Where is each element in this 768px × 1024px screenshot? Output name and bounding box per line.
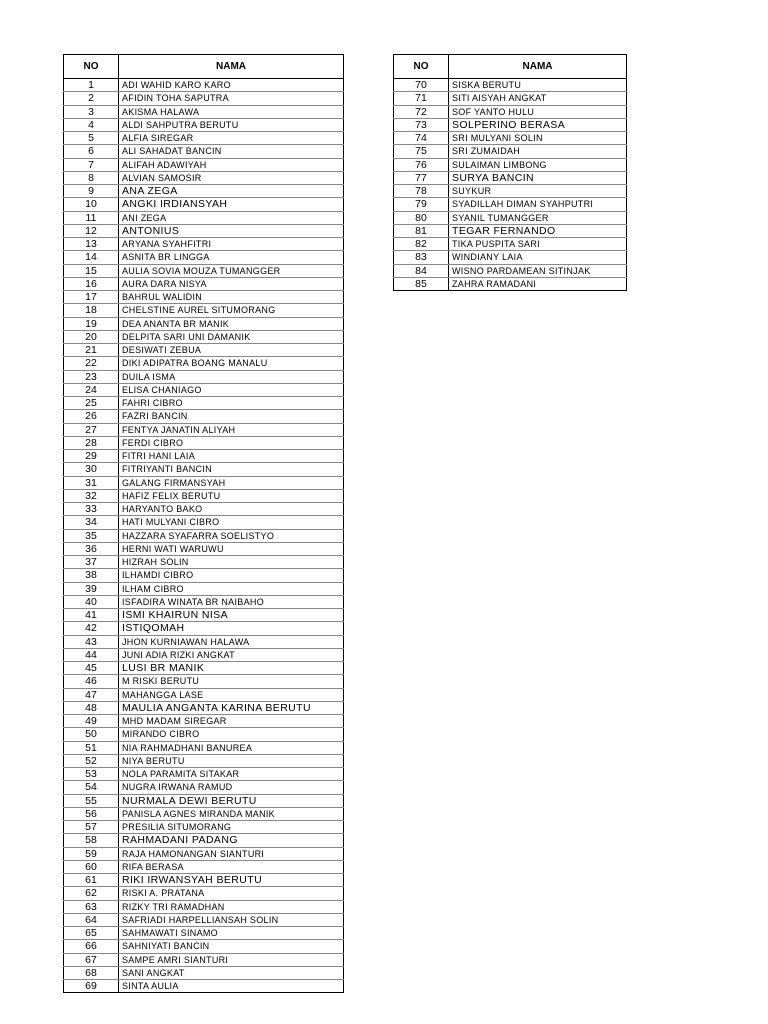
table-row <box>64 847 344 860</box>
student-name: HATI MULYANI CIBRO <box>119 516 344 529</box>
row-number: 19 <box>64 317 119 330</box>
student-name: ADI WAHID KARO KARO <box>119 79 344 92</box>
row-number: 12 <box>64 224 119 237</box>
row-number: 51 <box>64 741 119 754</box>
student-name: NIYA BERUTU <box>119 754 344 767</box>
table-row <box>64 754 344 767</box>
header-nama: NAMA <box>119 55 344 79</box>
row-number: 21 <box>64 344 119 357</box>
student-name: RIKI IRWANSYAH BERUTU <box>119 874 344 887</box>
table-row <box>64 662 344 675</box>
table-row <box>64 211 344 224</box>
table-body-left <box>64 79 344 993</box>
student-name: BAHRUL WALIDIN <box>119 291 344 304</box>
student-name: WINDIANY LAIA <box>449 251 627 264</box>
student-name: SYADILLAH DIMAN SYAHPUTRI <box>449 198 627 211</box>
row-number: 38 <box>64 569 119 582</box>
row-number: 85 <box>394 277 449 290</box>
table-row <box>64 913 344 926</box>
row-number: 28 <box>64 436 119 449</box>
row-number: 78 <box>394 185 449 198</box>
table-row <box>64 807 344 820</box>
student-name: ANA ZEGA <box>119 185 344 198</box>
table-row <box>64 675 344 688</box>
table-row <box>394 224 627 237</box>
table-header-row <box>394 55 627 79</box>
table-row <box>394 118 627 131</box>
row-number: 15 <box>64 264 119 277</box>
student-name: SYANIL TUMANGGER <box>449 211 627 224</box>
table-row <box>64 701 344 714</box>
row-number: 31 <box>64 476 119 489</box>
table-row <box>64 556 344 569</box>
table-row <box>64 397 344 410</box>
table-row <box>64 728 344 741</box>
header-no: NO <box>64 55 119 79</box>
table-row <box>64 463 344 476</box>
row-number: 56 <box>64 807 119 820</box>
table-row <box>64 436 344 449</box>
student-name: SRI MULYANI SOLIN <box>449 132 627 145</box>
student-name: AFIDIN TOHA SAPUTRA <box>119 92 344 105</box>
student-name: AKISMA HALAWA <box>119 105 344 118</box>
student-name: PRESILIA SITUMORANG <box>119 821 344 834</box>
row-number: 18 <box>64 304 119 317</box>
row-number: 67 <box>64 953 119 966</box>
row-number: 58 <box>64 834 119 847</box>
table-row <box>64 370 344 383</box>
row-number: 13 <box>64 238 119 251</box>
student-name: SINTA AULIA <box>119 980 344 993</box>
table-row <box>64 794 344 807</box>
row-number: 63 <box>64 900 119 913</box>
table-row <box>64 980 344 993</box>
row-number: 16 <box>64 277 119 290</box>
table-row <box>64 383 344 396</box>
row-number: 53 <box>64 768 119 781</box>
row-number: 8 <box>64 171 119 184</box>
student-name: MAHANGGA LASE <box>119 688 344 701</box>
student-name: NOLA PARAMITA SITAKAR <box>119 768 344 781</box>
student-name: ALIFAH ADAWIYAH <box>119 158 344 171</box>
table-row <box>64 688 344 701</box>
row-number: 44 <box>64 648 119 661</box>
student-name: ISTIQOMAH <box>119 622 344 635</box>
table-row <box>64 595 344 608</box>
table-row <box>64 92 344 105</box>
table-row <box>64 317 344 330</box>
student-name: TIKA PUSPITA SARI <box>449 238 627 251</box>
row-number: 57 <box>64 821 119 834</box>
student-name: NIA RAHMADHANI BANUREA <box>119 741 344 754</box>
student-name: RAJA HAMONANGAN SIANTURI <box>119 847 344 860</box>
row-number: 72 <box>394 105 449 118</box>
table-row <box>64 648 344 661</box>
row-number: 74 <box>394 132 449 145</box>
student-name: WISNO PARDAMEAN SITINJAK <box>449 264 627 277</box>
row-number: 40 <box>64 595 119 608</box>
student-name: MAULIA ANGANTA KARINA BERUTU <box>119 701 344 714</box>
row-number: 83 <box>394 251 449 264</box>
student-name: ZAHRA RAMADANI <box>449 277 627 290</box>
row-number: 69 <box>64 980 119 993</box>
student-name: SISKA BERUTU <box>449 79 627 92</box>
table-row <box>64 171 344 184</box>
student-name: SAMPE AMRI SIANTURI <box>119 953 344 966</box>
table-row <box>64 118 344 131</box>
row-number: 47 <box>64 688 119 701</box>
row-number: 23 <box>64 370 119 383</box>
student-name: MIRANDO CIBRO <box>119 728 344 741</box>
student-name: HIZRAH SOLIN <box>119 556 344 569</box>
student-name: PANISLA AGNES MIRANDA MANIK <box>119 807 344 820</box>
table-row <box>64 357 344 370</box>
table-row <box>64 476 344 489</box>
table-row <box>64 198 344 211</box>
table-row <box>394 105 627 118</box>
student-name: GALANG FIRMANSYAH <box>119 476 344 489</box>
student-name: FITRIYANTI BANCIN <box>119 463 344 476</box>
student-name: DESIWATI ZEBUA <box>119 344 344 357</box>
table-row <box>394 92 627 105</box>
table-row <box>64 768 344 781</box>
row-number: 75 <box>394 145 449 158</box>
student-name: ARYANA SYAHFITRI <box>119 238 344 251</box>
row-number: 61 <box>64 874 119 887</box>
table-row <box>64 105 344 118</box>
table-row <box>394 251 627 264</box>
table-row <box>64 622 344 635</box>
row-number: 80 <box>394 211 449 224</box>
table-row <box>64 900 344 913</box>
row-number: 59 <box>64 847 119 860</box>
student-name: ALDI SAHPUTRA BERUTU <box>119 118 344 131</box>
row-number: 26 <box>64 410 119 423</box>
student-name: HERNI WATI WARUWU <box>119 542 344 555</box>
student-name: ILHAMDI CIBRO <box>119 569 344 582</box>
table-row <box>64 277 344 290</box>
row-number: 24 <box>64 383 119 396</box>
table-row <box>64 145 344 158</box>
row-number: 77 <box>394 171 449 184</box>
student-name: ANTONIUS <box>119 224 344 237</box>
student-name: SAFRIADI HARPELLIANSAH SOLIN <box>119 913 344 926</box>
row-number: 32 <box>64 489 119 502</box>
row-number: 7 <box>64 158 119 171</box>
student-name: HAZZARA SYAFARRA SOELISTYO <box>119 529 344 542</box>
row-number: 54 <box>64 781 119 794</box>
student-name: FERDI CIBRO <box>119 436 344 449</box>
table-row <box>64 344 344 357</box>
table-row <box>64 874 344 887</box>
student-name: FAHRI CIBRO <box>119 397 344 410</box>
table-row <box>64 410 344 423</box>
row-number: 42 <box>64 622 119 635</box>
table-row <box>64 291 344 304</box>
row-number: 6 <box>64 145 119 158</box>
row-number: 1 <box>64 79 119 92</box>
table-row <box>64 503 344 516</box>
row-number: 49 <box>64 715 119 728</box>
row-number: 82 <box>394 238 449 251</box>
table-row <box>64 940 344 953</box>
table-row <box>394 198 627 211</box>
row-number: 66 <box>64 940 119 953</box>
table-row <box>64 79 344 92</box>
row-number: 22 <box>64 357 119 370</box>
row-number: 84 <box>394 264 449 277</box>
row-number: 29 <box>64 450 119 463</box>
student-name: ISMI KHAIRUN NISA <box>119 609 344 622</box>
student-name: RIFA BERASA <box>119 860 344 873</box>
row-number: 5 <box>64 132 119 145</box>
row-number: 73 <box>394 118 449 131</box>
student-name: JUNI ADIA RIZKI ANGKAT <box>119 648 344 661</box>
table-row <box>64 450 344 463</box>
row-number: 3 <box>64 105 119 118</box>
table-row <box>64 781 344 794</box>
student-name: AURA DARA NISYA <box>119 277 344 290</box>
row-number: 43 <box>64 635 119 648</box>
row-number: 41 <box>64 609 119 622</box>
table-row <box>64 966 344 979</box>
student-name: SANI ANGKAT <box>119 966 344 979</box>
student-name: MHD MADAM SIREGAR <box>119 715 344 728</box>
student-name: RISKI A. PRATANA <box>119 887 344 900</box>
row-number: 4 <box>64 118 119 131</box>
table-row <box>64 304 344 317</box>
row-number: 79 <box>394 198 449 211</box>
row-number: 71 <box>394 92 449 105</box>
table-row <box>64 264 344 277</box>
row-number: 10 <box>64 198 119 211</box>
row-number: 34 <box>64 516 119 529</box>
row-number: 30 <box>64 463 119 476</box>
student-name: ALVIAN SAMOSIR <box>119 171 344 184</box>
student-name: SRI ZUMAIDAH <box>449 145 627 158</box>
student-table-right <box>393 54 627 291</box>
student-name: HAFIZ FELIX BERUTU <box>119 489 344 502</box>
row-number: 37 <box>64 556 119 569</box>
student-name: ELISA CHANIAGO <box>119 383 344 396</box>
student-name: DEA ANANTA BR MANIK <box>119 317 344 330</box>
row-number: 9 <box>64 185 119 198</box>
table-row <box>64 132 344 145</box>
table-row <box>64 635 344 648</box>
row-number: 55 <box>64 794 119 807</box>
table-row <box>394 211 627 224</box>
row-number: 25 <box>64 397 119 410</box>
student-name: AULIA SOVIA MOUZA TUMANGGER <box>119 264 344 277</box>
student-name: SITI AISYAH ANGKAT <box>449 92 627 105</box>
row-number: 64 <box>64 913 119 926</box>
student-name: SURYA BANCIN <box>449 171 627 184</box>
row-number: 17 <box>64 291 119 304</box>
student-name: ALI SAHADAT BANCIN <box>119 145 344 158</box>
row-number: 50 <box>64 728 119 741</box>
table-header-row <box>64 55 344 79</box>
student-name: DIKI ADIPATRA BOANG MANALU <box>119 357 344 370</box>
row-number: 20 <box>64 330 119 343</box>
student-name: FENTYA JANATIN ALIYAH <box>119 423 344 436</box>
student-name: SAHNIYATI BANCIN <box>119 940 344 953</box>
student-name: CHELSTINE AUREL SITUMORANG <box>119 304 344 317</box>
table-row <box>64 834 344 847</box>
student-name: ASNITA BR LINGGA <box>119 251 344 264</box>
student-table-left <box>63 54 344 993</box>
row-number: 46 <box>64 675 119 688</box>
table-row <box>394 238 627 251</box>
table-row <box>64 741 344 754</box>
student-name: SUYKUR <box>449 185 627 198</box>
table-row <box>64 330 344 343</box>
table-row <box>394 79 627 92</box>
header-no: NO <box>394 55 449 79</box>
table-row <box>394 264 627 277</box>
row-number: 39 <box>64 582 119 595</box>
student-name: ANGKI IRDIANSYAH <box>119 198 344 211</box>
student-name: JHON KURNIAWAN HALAWA <box>119 635 344 648</box>
table-body-right <box>394 79 627 291</box>
student-name: LUSI BR MANIK <box>119 662 344 675</box>
row-number: 14 <box>64 251 119 264</box>
table-row <box>64 860 344 873</box>
row-number: 70 <box>394 79 449 92</box>
student-name: RAHMADANI PADANG <box>119 834 344 847</box>
table-row <box>394 171 627 184</box>
row-number: 11 <box>64 211 119 224</box>
row-number: 45 <box>64 662 119 675</box>
student-name: M RISKI BERUTU <box>119 675 344 688</box>
table-row <box>64 953 344 966</box>
row-number: 68 <box>64 966 119 979</box>
table-row <box>64 887 344 900</box>
table-row <box>64 185 344 198</box>
row-number: 65 <box>64 927 119 940</box>
table-row <box>394 145 627 158</box>
student-name: ILHAM CIBRO <box>119 582 344 595</box>
student-name: DELPITA SARI UNI DAMANIK <box>119 330 344 343</box>
row-number: 36 <box>64 542 119 555</box>
student-name: ISFADIRA WINATA BR NAIBAHO <box>119 595 344 608</box>
table-row <box>394 185 627 198</box>
table-row <box>64 609 344 622</box>
row-number: 27 <box>64 423 119 436</box>
table-row <box>64 569 344 582</box>
table-row <box>394 158 627 171</box>
table-row <box>64 251 344 264</box>
table-row <box>64 542 344 555</box>
header-nama: NAMA <box>449 55 627 79</box>
student-name: HARYANTO BAKO <box>119 503 344 516</box>
student-name: TEGAR FERNANDO <box>449 224 627 237</box>
row-number: 35 <box>64 529 119 542</box>
table-row <box>64 489 344 502</box>
table-row <box>64 224 344 237</box>
table-row <box>394 132 627 145</box>
table-row <box>64 516 344 529</box>
table-row <box>64 158 344 171</box>
student-name: ALFIA SIREGAR <box>119 132 344 145</box>
table-row <box>394 277 627 290</box>
row-number: 52 <box>64 754 119 767</box>
student-name: DUILA ISMA <box>119 370 344 383</box>
student-name: NUGRA IRWANA RAMUD <box>119 781 344 794</box>
row-number: 33 <box>64 503 119 516</box>
student-name: ANI ZEGA <box>119 211 344 224</box>
table-row <box>64 582 344 595</box>
row-number: 60 <box>64 860 119 873</box>
student-name: RIZKY TRI RAMADHAN <box>119 900 344 913</box>
student-name: SOF YANTO HULU <box>449 105 627 118</box>
student-name: SOLPERINO BERASA <box>449 118 627 131</box>
row-number: 62 <box>64 887 119 900</box>
row-number: 76 <box>394 158 449 171</box>
table-row <box>64 715 344 728</box>
student-name: SULAIMAN LIMBONG <box>449 158 627 171</box>
student-name: NURMALA DEWI BERUTU <box>119 794 344 807</box>
student-name: SAHMAWATI SINAMO <box>119 927 344 940</box>
table-row <box>64 821 344 834</box>
row-number: 81 <box>394 224 449 237</box>
student-name: FAZRI BANCIN <box>119 410 344 423</box>
table-row <box>64 927 344 940</box>
table-row <box>64 238 344 251</box>
table-row <box>64 423 344 436</box>
table-row <box>64 529 344 542</box>
row-number: 48 <box>64 701 119 714</box>
student-name: FITRI HANI LAIA <box>119 450 344 463</box>
row-number: 2 <box>64 92 119 105</box>
